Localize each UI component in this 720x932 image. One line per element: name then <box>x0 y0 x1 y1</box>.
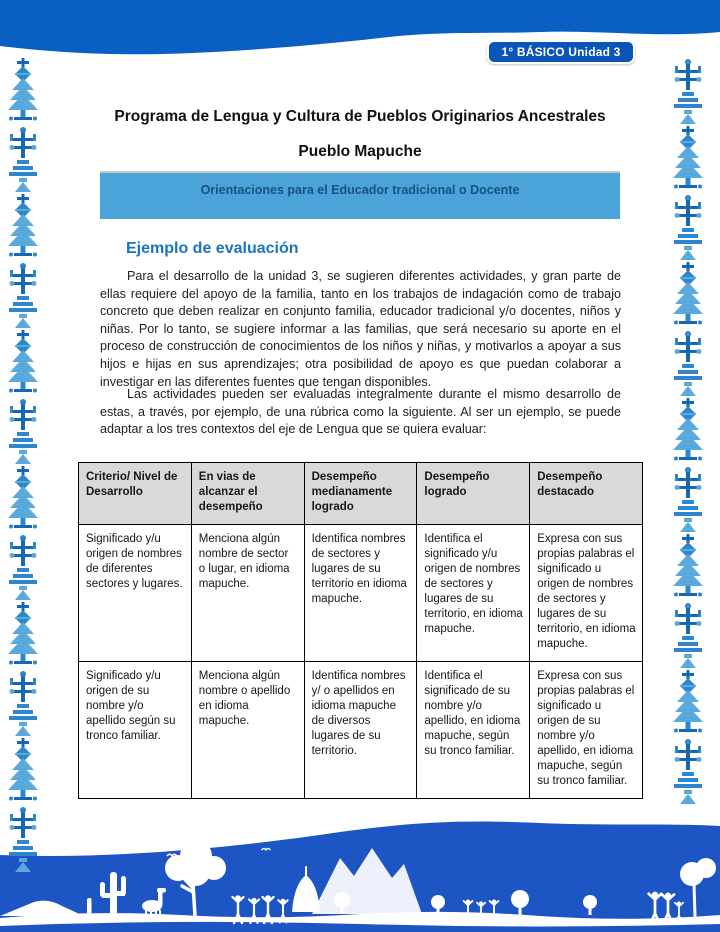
table-cell: Expresa con sus propias palabras el significado u origen de su nombre y/o apellido, en idioma mapuche, según su tronco familiar. <box>530 662 643 799</box>
table-header-cell: Desempeño medianamente logrado <box>304 463 417 525</box>
document-title: Programa de Lengua y Cultura de Pueblos Originarios Ancestrales <box>114 108 606 125</box>
unit-badge <box>487 40 635 64</box>
table-header-cell: Desempeño destacado <box>530 463 643 525</box>
document-subtitle: Pueblo Mapuche <box>298 143 422 160</box>
table-header-row <box>79 463 643 525</box>
table-cell: Identifica nombres y/ o apellidos en idioma mapuche de diversos lugares de su territorio. <box>304 662 417 799</box>
mapuche-border-right-icon <box>670 58 706 810</box>
table-cell: Significado y/u origen de su nombre y/o apellido según su tronco familiar. <box>79 662 192 799</box>
table-cell: Expresa con sus propias palabras el significado u origen de nombres de sectores y lugares de su territorio, en idioma mapuche. <box>530 525 643 662</box>
table-cell: Identifica el significado de su nombre y/o apellido, en idioma mapuche, según su tronco familiar. <box>417 662 530 799</box>
paragraph-evaluation-intro: Para el desarrollo de la unidad 3, se sugieren diferentes actividades, y gran parte de ellas requiere del apoyo de la familia, tanto en los trabajos de indagación como de trabajo concreto que deben realizar en conjunto familia, educador tradicional y/o docentes, niños y niñas. Por lo tanto, se sugiere informar a las familias, que será necesario su aporte en el proceso de construcción de conocimientos de los niños y niñas, y motivarlos a apoyar a sus hijos e hijas en sus aprendizajes; otra posibilidad de apoyo es que puedan colaborar a investigar en las diferentes fuentes que tengan disponibles. <box>100 269 621 389</box>
unit-badge-label: 1° BÁSICO Unidad 3 <box>501 45 621 59</box>
paragraph-rubric-intro: Las actividades pueden ser evaluadas integralmente durante el mismo desarrollo de estas, a través, por ejemplo, de una rúbrica como la siguiente. Al ser un ejemplo, se puede adaptar a los tres contextos del eje de Lengua que se quiera evaluar: <box>100 387 621 437</box>
table-cell: Menciona algún nombre o apellido en idioma mapuche. <box>191 662 304 799</box>
table-row <box>79 525 643 662</box>
table-header-cell: Criterio/ Nivel de Desarrollo <box>79 463 192 525</box>
rubric-table-wrapper <box>78 462 643 799</box>
mapuche-border-left-icon <box>5 58 41 878</box>
table-cell: Identifica el significado y/u origen de nombres de sectores y lugares de su territorio, en idioma mapuche. <box>417 525 530 662</box>
table-cell: Identifica nombres de sectores y lugares de su territorio en idioma mapuche. <box>304 525 417 662</box>
table-row <box>79 662 643 799</box>
section-banner <box>100 173 620 219</box>
table-cell: Significado y/u origen de nombres de diferentes sectores y lugares. <box>79 525 192 662</box>
table-cell: Menciona algún nombre de sector o lugar, en idioma mapuche. <box>191 525 304 662</box>
table-header-cell: En vias de alcanzar el desempeño <box>191 463 304 525</box>
footer-landscape-illustration <box>0 812 720 932</box>
section-heading: Ejemplo de evaluación <box>126 240 299 257</box>
rubric-table <box>78 462 643 799</box>
section-banner-label: Orientaciones para el Educador tradicional o Docente <box>200 183 520 197</box>
table-header-cell: Desempeño logrado <box>417 463 530 525</box>
